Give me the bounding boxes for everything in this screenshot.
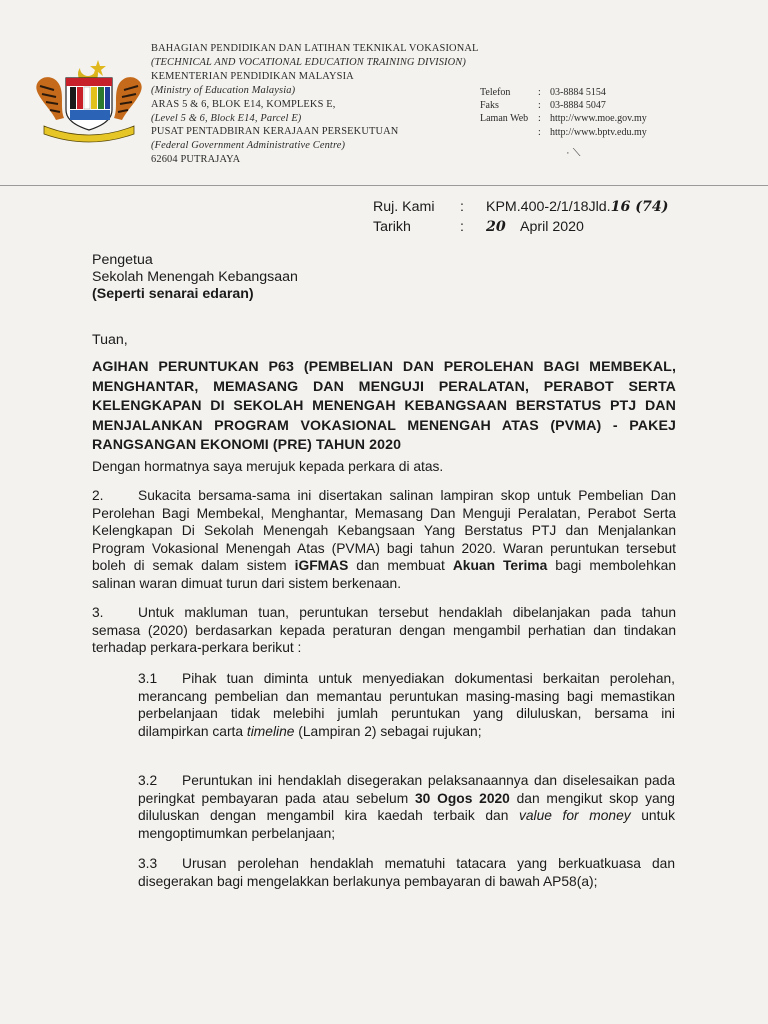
org-line: BAHAGIAN PENDIDIKAN DAN LATIHAN TEKNIKAL VOKASIONAL [151,43,479,54]
item-3-3 [138,855,675,890]
org-line: PUSAT PENTADBIRAN KERAJAAN PERSEKUTUAN [151,126,399,138]
reference-block [373,197,668,237]
addressee [92,252,298,303]
contact-value: http://www.moe.gov.my [550,113,647,125]
coat-of-arms-icon [30,56,148,146]
contact-label: Laman Web [480,113,529,125]
contact-value: 03-8884 5154 [550,87,606,98]
org-line: KEMENTERIAN PENDIDIKAN MALAYSIA [151,70,354,82]
item-3-1 [138,670,675,740]
paragraph-text: bagi membolehkan salinan waran dimuat turun dari sistem berkenaan. [92,558,677,591]
contact-sep: : [538,126,541,138]
subject-heading: AGIHAN PERUNTUKAN P63 (PEMBELIAN DAN PEROLEHAN BAGI MEMBEKAL, MENGHANTAR, MEMASANG DAN MENGUJI PERALATAN, PERABOT SERTA KELENGKAPAN DI SEKOLAH MENENGAH KEBANGSAAN BERSTATUS PTJ DAN MENJALANKAN PROGRAM VOKASIONAL MENENGAH ATAS (PVMA) - PAKEJ RANGSANGAN EKONOMI (PRE) TAHUN 2020 [92,359,676,454]
item-text: Peruntukan ini hendaklah disegerakan pelaksanaannya dan diselesaikan pada peringkat pembayaran pada atau sebelum [138,773,675,806]
item-italic: value for money [518,808,631,824]
item-text: Pihak tuan diminta untuk menyediakan dokumentasi berkaitan perolehan, merancang pembelian dan memantau peruntukan masing-masing bagi memastikan perbelanjaan tidak melebihi jumlah peruntukan yang diluluskan, bersama ini dilampirkan carta [138,671,675,739]
item-text: (Lampiran 2) sebagai rujukan; [294,723,482,739]
akuan-terima: Akuan Terima [452,558,548,574]
pen-mark-icon: · ⟍ [566,147,581,159]
salutation: Tuan, [92,332,128,348]
paragraph-text: Sukacita bersama-sama ini disertakan salinan lampiran skop untuk Pembelian Dan Perolehan Bagi Membekal, Menghantar, Memasang Dan Menguji Peralatan, Perabot Serta Kelengkapan Di Sekolah Menengah Kebangsaan Yang Berstatus PTJ dan Menjalankan Program Vokasional Menengah Atas (PVMA) bagi tahun 2020. Waran peruntukan tersebut boleh di semak dalam sistem [92,488,676,574]
org-line: ARAS 5 & 6, BLOK E14, KOMPLEKS E, [151,98,336,110]
org-line: (Ministry of Education Malaysia) [151,84,296,96]
item-number: 3.3 [138,856,158,871]
paragraph-number: 2. [92,488,104,503]
paragraph-number: 3. [92,605,104,620]
contact-sep: : [538,87,541,98]
contact-label [480,126,538,139]
opening-paragraph: Dengan hormatnya saya merujuk kepada perkara di atas. [92,459,444,474]
org-line: (Level 5 & 6, Block E14, Parcel E) [151,112,302,124]
item-number: 3.1 [138,671,158,686]
org-line: (Federal Government Administrative Centre) [151,140,346,152]
contact-row-web-2 [480,126,647,139]
contact-row-telefon [480,86,647,99]
contact-sep: : [538,100,541,112]
letterhead-organisation [151,42,481,167]
date-label: Tarikh [373,219,411,235]
item-text: dan mengikut skop yang diluluskan dengan mengambil kira kaedah terbaik dan [138,790,675,824]
letterhead-divider [0,185,768,186]
paragraph-text: Untuk makluman tuan, peruntukan tersebut hendaklah dibelanjakan pada tahun semasa (2020) berdasarkan kepada peraturan dengan mengambil perhatian dan tindakan terhadap perkara-perkara berikut : [92,605,676,656]
date-day-handwritten: 20 [486,219,506,235]
ref-label: Ruj. Kami [373,199,435,215]
ref-row-tarikh [373,217,668,237]
contact-row-faks [480,99,647,112]
contact-row-web [480,112,647,125]
addressee-line: (Seperti senarai edaran) [92,286,254,302]
contact-value: 03-8884 5047 [550,100,606,112]
ref-handwritten: 16 (74) [610,199,669,215]
paragraph-3 [92,604,676,657]
paragraph-text: dan membuat [348,558,453,574]
ref-row-ruj [373,197,668,217]
item-3-2 [138,772,675,842]
org-line: 62604 PUTRAJAYA [151,154,241,166]
org-line: (TECHNICAL AND VOCATIONAL EDUCATION TRAINING DIVISION) [151,56,467,68]
contact-label: Telefon [480,87,511,98]
date-value: April 2020 [520,219,584,235]
contact-value: http://www.bptv.edu.my [550,126,647,138]
deadline-date: 30 Ogos 2020 [415,790,510,806]
item-text: Urusan perolehan hendaklah mematuhi tatacara yang berkuatkuasa dan disegerakan bagi mengelakkan berlakunya pembayaran di bawah AP58(a); [138,856,675,889]
letterhead-contact [480,86,647,139]
date-colon: : [460,219,464,235]
system-name: iGFMAS [294,558,349,574]
ref-colon: : [460,199,464,215]
paragraph-2 [92,487,676,593]
ref-value: KPM.400-2/1/18Jld. [486,199,611,215]
contact-label: Faks [480,100,499,112]
contact-sep: : [538,113,541,125]
addressee-line: Pengetua [92,252,153,268]
item-text: untuk mengoptimumkan perbelanjaan; [138,808,676,841]
item-italic: timeline [246,723,295,739]
addressee-line: Sekolah Menengah Kebangsaan [92,269,298,285]
item-number: 3.2 [138,773,158,788]
